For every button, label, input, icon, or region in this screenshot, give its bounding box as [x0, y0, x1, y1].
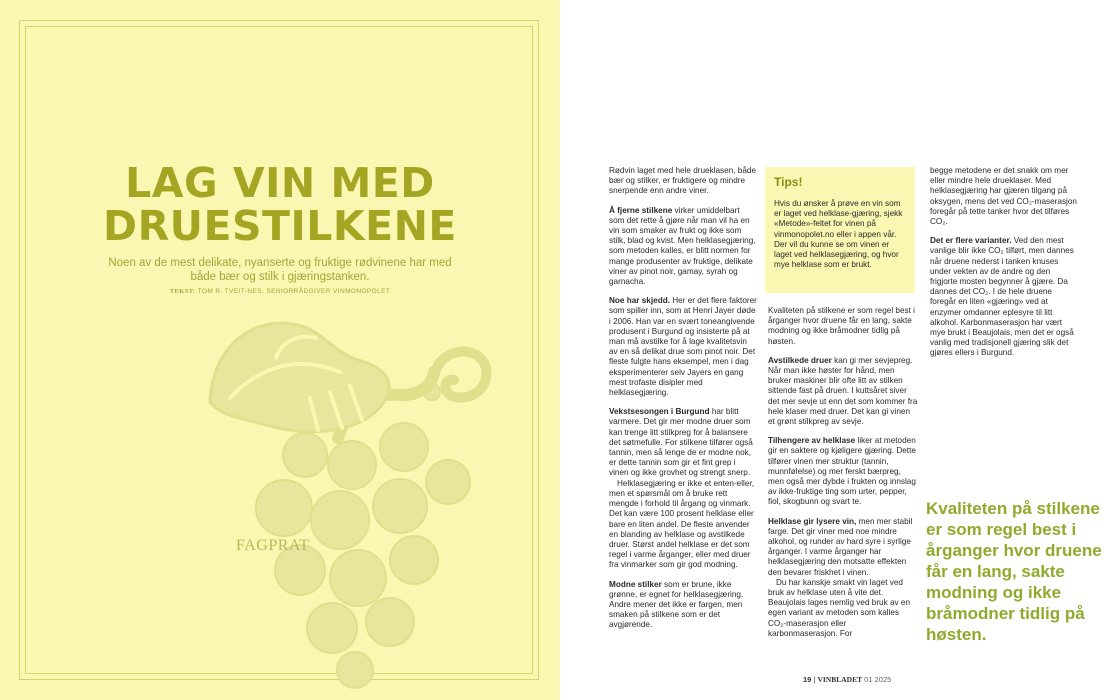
text-column-1: [609, 166, 757, 640]
paragraph-lead: Modne stilker: [609, 579, 662, 589]
magazine-name: VINBLADET: [817, 675, 863, 684]
paragraph-text: virker umiddelbart som det rette å gjøre når man vil ha en vin som smaker av frukt og ikke som stilk, blad og kvist. Men helklasegjæring, som metoden kalles, er blitt normen for mange produsenter av fruktige, delikate viner av pinot noir, gamay, syrah og garnacha.: [609, 205, 756, 287]
paragraph-text: har blitt varmere. Det gir mer modne druer som kan trenge litt stilkpreg for å balansere det søtmefulle. For stilkene tilfører også tannin, men så lenge de er modne nok, er dette tannin som gir et fint grep i vinen og ikke grovhet og strengt snerp.: [609, 407, 753, 478]
paragraph: [609, 206, 757, 288]
paragraph: [768, 436, 918, 507]
paragraph-lead: Å fjerne stilkene: [609, 205, 673, 215]
tips-title: Tips!: [774, 175, 803, 189]
paragraph-lead: Tilhengere av helklase: [768, 436, 856, 446]
paragraph-text: liker at metoden gir en saktere og kjøligere gjæring. Dette tilfører vinen mer struktur (tannin, munnfølelse) og mer ferskt bærpreg, men også mer dybde i frukten og innslag av ikke-fruktige ting som urter, pepper, fiol, skogbunn og svart te.: [768, 436, 916, 507]
paragraph-text: Ved den mest vanlige blir ikke CO₂ tilført, men dannes når druene nederst i tanken knuses under vekten av de andre og den frigjorte mosten begynner å gjære. Da dannes det CO₂. I de hele druene foregår en liten «gjæring» ved at enzymer omdanner eplesyre til litt alkohol. Karbonmaserasjon har vært mye brukt i Beaujolais, men det er også vanlig med tradisjonell gjæring slik det gjøres ellers i Burgund.: [930, 236, 1074, 358]
paragraph-text: som er brune, ikke grønne, er egnet for helklasegjæring. Andre mener det ikke er fargen, men smaken på stilkene som er det avgjørende.: [609, 579, 744, 630]
byline-name: TOM R. TVEIT-NES, SENIORRÅDGIVER VINMONOPOLET: [197, 288, 391, 295]
byline: [0, 288, 560, 295]
paragraph: [609, 407, 757, 478]
paragraph-text: Her er det flere faktorer som spiller inn, som at Henri Jayer døde i 2006. Han var en svært toneangivende produsent i Burgund og insisterte på at man må avstilke for å lage kvalitetsvin av en så delikat drue som pinot noir. Det fleste fulgte hans eksempel, men i dag eksperimenterer selv Jayers en gang mest trofaste disipler med helklasegjæring.: [609, 296, 757, 398]
paragraph: Kvaliteten på stilkene er som regel best i årganger hvor druene får en lang, sakte modning og ikke bråmodner tidlig på høsten.: [768, 306, 915, 346]
grape-leaf-icon: [210, 323, 389, 431]
section-tag: FAGPRAT: [236, 537, 310, 554]
paragraph: [609, 296, 757, 398]
article-subtitle: Noen av de mest delikate, nyanserte og fruktige rødvinene har med både bær og stilk i gjæringstanken.: [108, 257, 452, 283]
text-column-2: [768, 306, 918, 648]
intro-paragraph: Rødvin laget med hele drueklasen, både bær og stilker, er fruktigere og mindre snerpende enn andre viner.: [609, 166, 757, 196]
text-column-3: [930, 166, 1078, 368]
paragraph: Du har kanskje smakt vin laget ved bruk av helklase uten å vite det. Beaujolais lages nemlig ved bruk av en egen variant av metoden som kalles CO₂-maserasjon eller karbonmaserasjon. For: [768, 577, 911, 638]
right-page: [560, 0, 1120, 700]
paragraph: [930, 236, 1078, 358]
paragraph: Helklasegjæring er ikke et enten-eller, men et spørsmål om å bruke rett mengde i forhold til årgang og vinmark. Det kan være 100 prosent helklase eller bare en liten andel. De fleste anvender en blanding av helklase og avstilkede druer. Størst andel helklase er det som regel i varme årganger, eller med druer fra vinmarker som gir god modning.: [609, 478, 754, 570]
title-line-2: DRUESTILKENE: [103, 202, 457, 250]
paragraph: begge metodene er det snakk om mer eller mindre hele drueklaser. Med helklasegjæring har gjæren tilgang på oksygen, mens det ved CO₂-maserasjon foregår på tette tanker hvor det tilføres CO₂.: [930, 166, 1077, 227]
paragraph-text: kan gi mer sevjepreg. Når man ikke høster for hånd, men bruker maskiner blir ofte litt av stilken sittende fast på druen. I kuttsåret siver det mer sevje ut enn det som kommer fra hele klaser med druer. Det kan gi vinen et grønt stilkpreg av sevje.: [768, 355, 918, 427]
paragraph-lead: Helklase gir lysere vin,: [768, 516, 857, 526]
paragraph-lead: Vekstsesongen i Burgund: [609, 407, 710, 417]
paragraph-lead: Det er flere varianter.: [930, 236, 1012, 246]
paragraph-lead: Avstilkede druer: [768, 355, 832, 365]
title-line-1: LAG VIN MED: [125, 159, 435, 207]
tips-text: Hvis du ønsker å prøve en vin som er laget ved helklase-gjæring, sjekk «Metode»-feltet for vinen på vinmonopolet.no eller i appen vår. Der vil du kunne se om vinen er laget ved helklasegjæring, og hvor mye helklase som er brukt.: [774, 199, 903, 270]
page-footer: 19 | VINBLADET 01 2025: [803, 675, 892, 684]
vine-tendril-icon: [434, 352, 486, 398]
tips-box: [765, 167, 915, 293]
issue-number: 01 2025: [864, 675, 892, 684]
paragraph: [768, 356, 918, 427]
article-title: [0, 159, 560, 250]
pull-quote: Kvaliteten på stilkene er som regel best i årganger hvor druene får en lang, sakte modning og ikke bråmodner tidlig på høsten.: [926, 499, 1102, 644]
paragraph-text: men mer stabil farge. Det gir viner med noe mindre alkohol, og runder av hard syre i syrlige årganger. I varme årganger har helklasegjæring den motsatte effekten den bevarer friskhet i vinen.: [768, 516, 913, 577]
byline-label: TEKST:: [169, 288, 196, 295]
paragraph: [768, 517, 918, 578]
paragraph: [609, 580, 757, 631]
page-number: 19: [803, 675, 812, 684]
paragraph-lead: Noe har skjedd.: [609, 296, 670, 306]
